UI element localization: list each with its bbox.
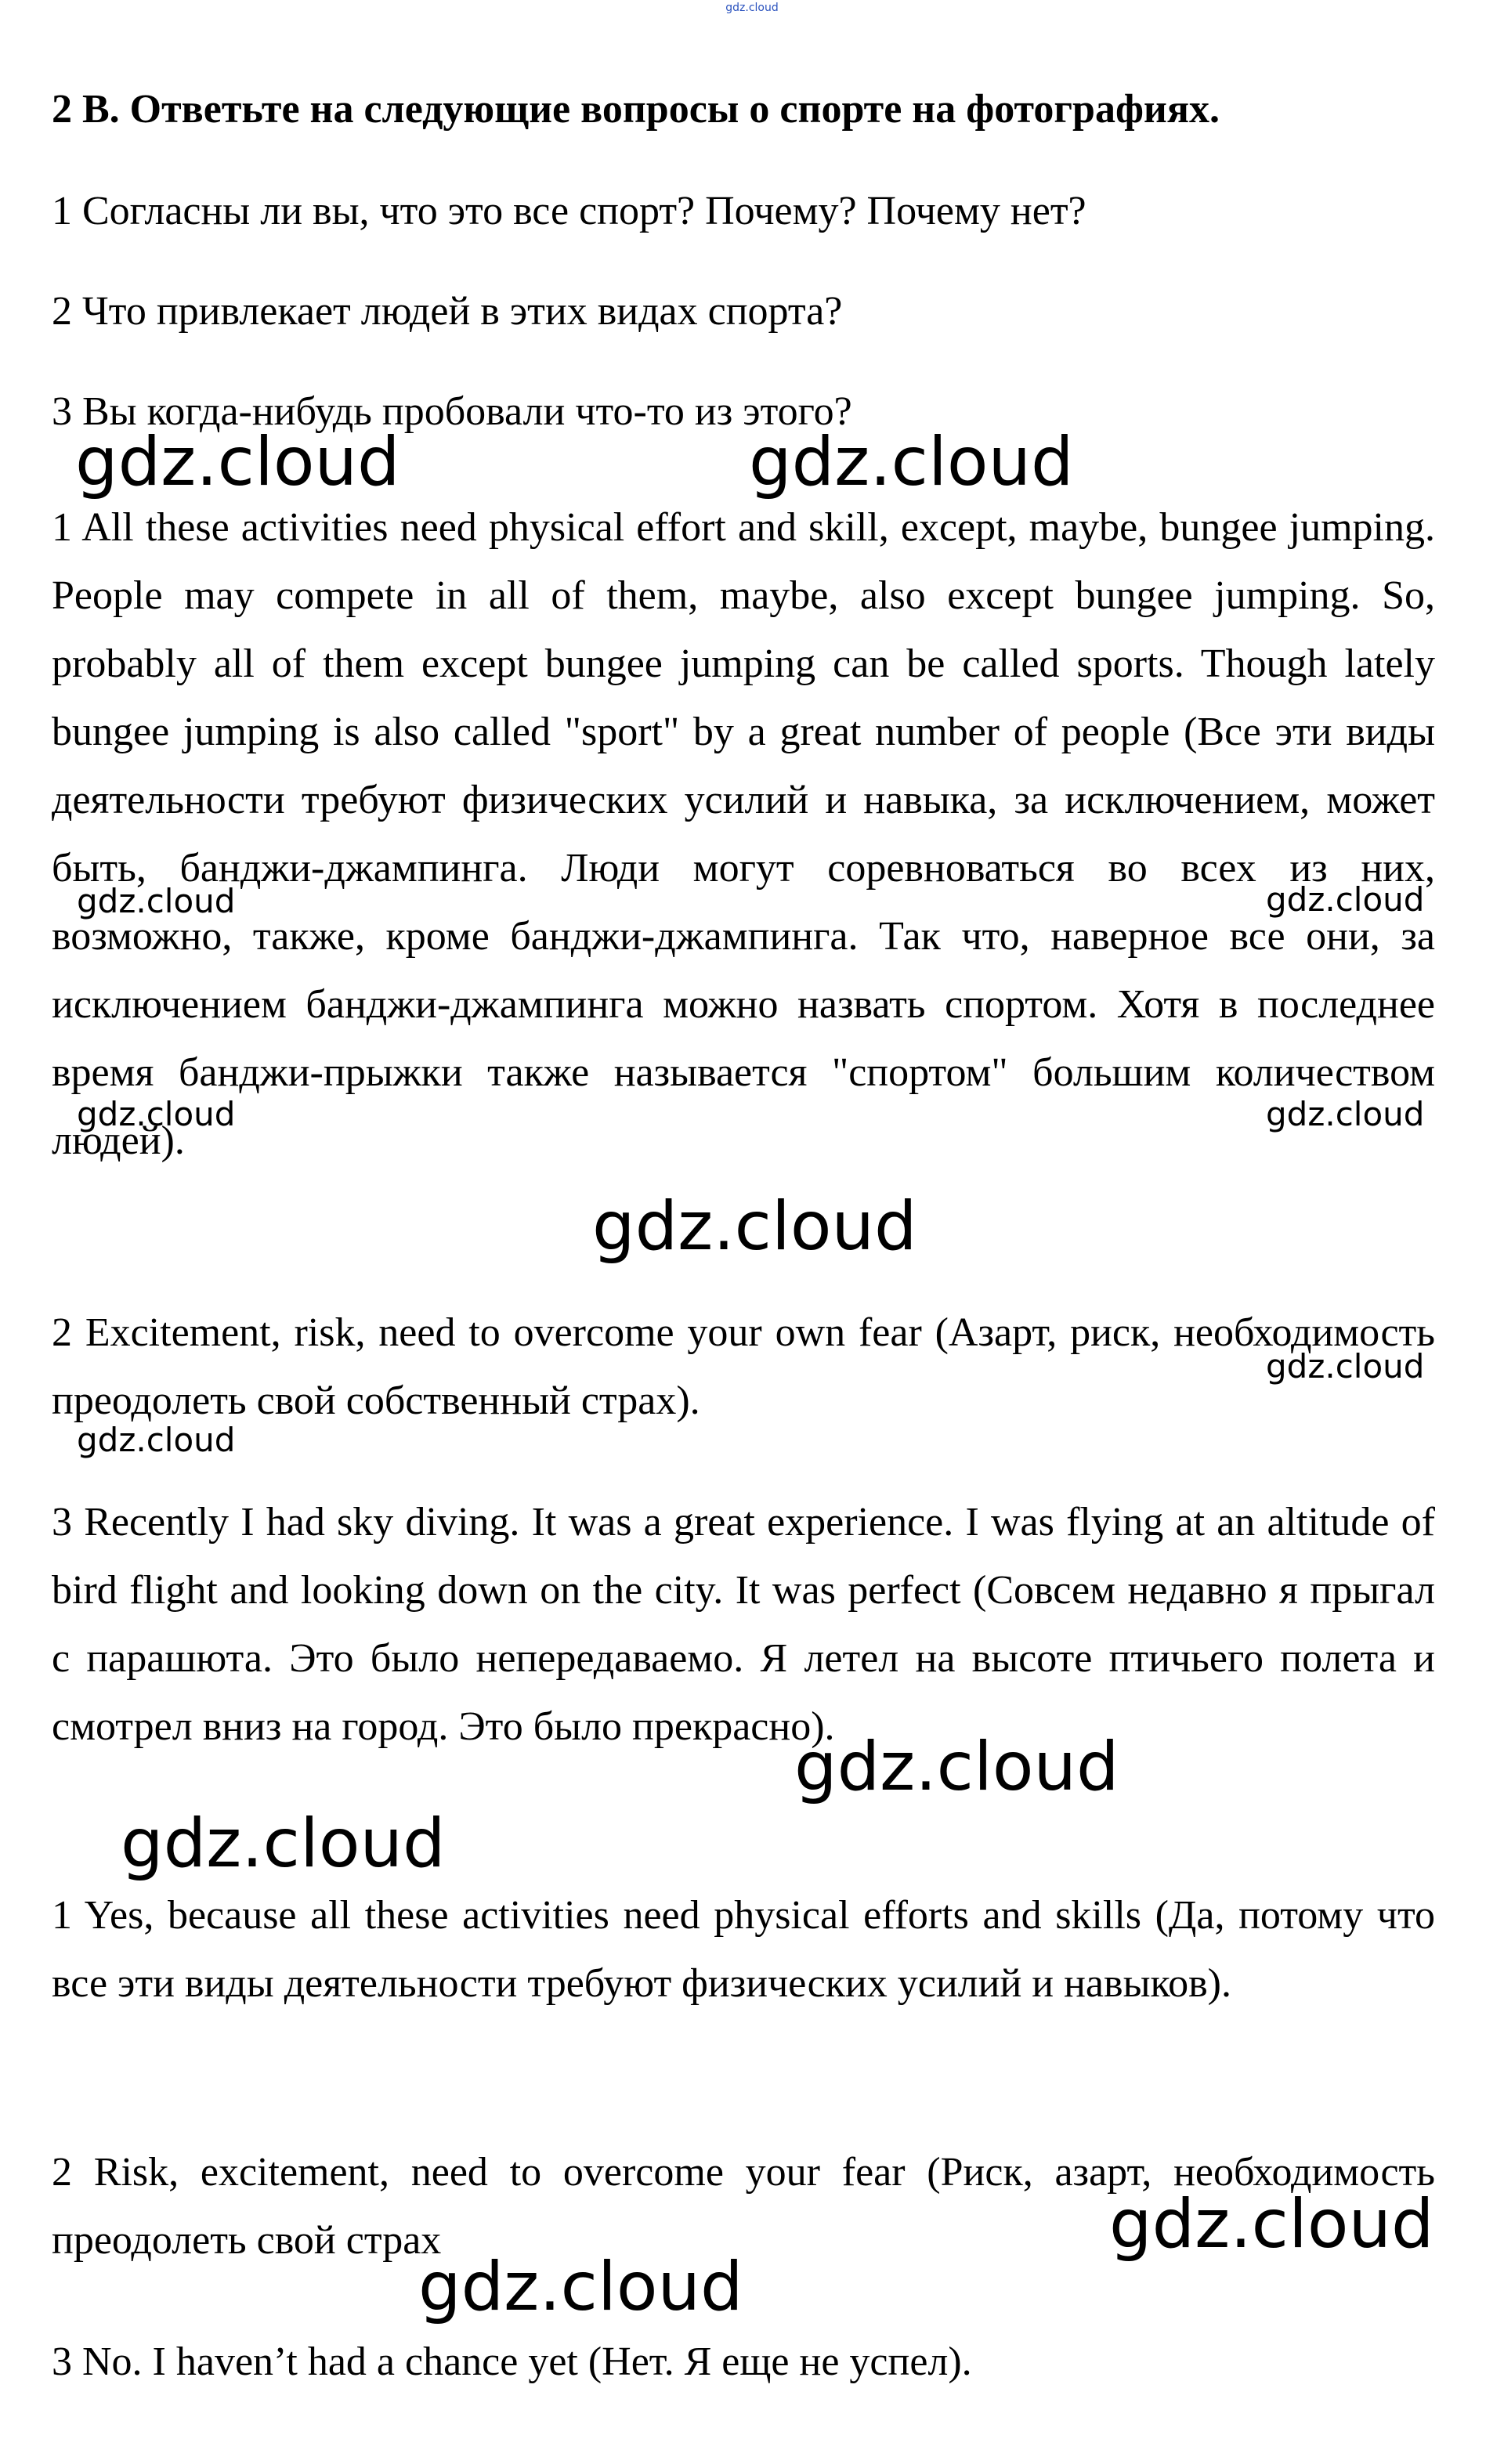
watermark: gdz.cloud bbox=[1266, 880, 1425, 919]
watermark: gdz.cloud bbox=[1266, 1347, 1425, 1386]
watermark: gdz.cloud bbox=[1266, 1095, 1425, 1133]
watermark: gdz.cloud bbox=[749, 423, 1074, 501]
watermark: gdz.cloud bbox=[592, 1187, 917, 1266]
answer-2-1: 1 Yes, because all these activities need physical efforts and skills (Да, потому что все эти виды деятельности требуют физических усилий и навыков). bbox=[52, 1893, 1435, 2006]
site-mark: gdz.cloud bbox=[725, 2, 779, 14]
watermark: gdz.cloud bbox=[77, 882, 236, 920]
question-3: 3 Вы когда-нибудь пробовали что-то из этого? bbox=[52, 389, 852, 434]
watermark: gdz.cloud bbox=[1109, 2185, 1434, 2263]
watermark: gdz.cloud bbox=[77, 1095, 236, 1133]
watermark: gdz.cloud bbox=[794, 1728, 1119, 1806]
watermark: gdz.cloud bbox=[77, 1421, 236, 1459]
watermark: gdz.cloud bbox=[121, 1805, 446, 1883]
answer-2-3: 3 No. I haven’t had a chance yet (Нет. Я еще не успел). bbox=[52, 2339, 972, 2384]
watermark: gdz.cloud bbox=[418, 2248, 743, 2326]
question-2: 2 Что привлекает людей в этих видах спорта? bbox=[52, 289, 843, 334]
watermark: gdz.cloud bbox=[75, 423, 400, 501]
task-heading: 2 B. Ответьте на следующие вопросы о спорте на фотографиях. bbox=[52, 87, 1220, 132]
answer-1-1: 1 All these activities need physical effort and skill, except, maybe, bungee jumping. People may compete in all of them, maybe, also except bungee jumping. So, probably all of them except bungee jumping can be called sports. Though lately bungee jumping is also called "sport" by a great number of people (Все эти виды деятельности требуют физических усилий и навыка, за исключением, может быть, банджи-джампинга. Люди могут соревноваться во всех из них, возможно, также, кроме банджи-джампинга. Так что, наверное все они, за исключением банджи-джампинга можно назвать спортом. Хотя в последнее время банджи-прыжки также называется "спортом" большим количеством людей). bbox=[52, 505, 1435, 1163]
answer-2-2: 2 Risk, excitement, need to overcome your fear (Риск, азарт, необходимость преодолеть свой страх bbox=[52, 2150, 1435, 2263]
question-1: 1 Согласны ли вы, что это все спорт? Почему? Почему нет? bbox=[52, 189, 1086, 233]
answer-1-3: 3 Recently I had sky diving. It was a great experience. I was flying at an altitude of bird flight and looking down on the city. It was perfect (Совсем недавно я прыгал с парашюта. Это было непередаваемо. Я летел на высоте птичьего полета и смотрел вниз на город. Это было прекрасно). bbox=[52, 1500, 1435, 1749]
answer-1-2: 2 Excitement, risk, need to overcome your own fear (Азарт, риск, необходимость преодолеть свой собственный страх). bbox=[52, 1310, 1435, 1423]
